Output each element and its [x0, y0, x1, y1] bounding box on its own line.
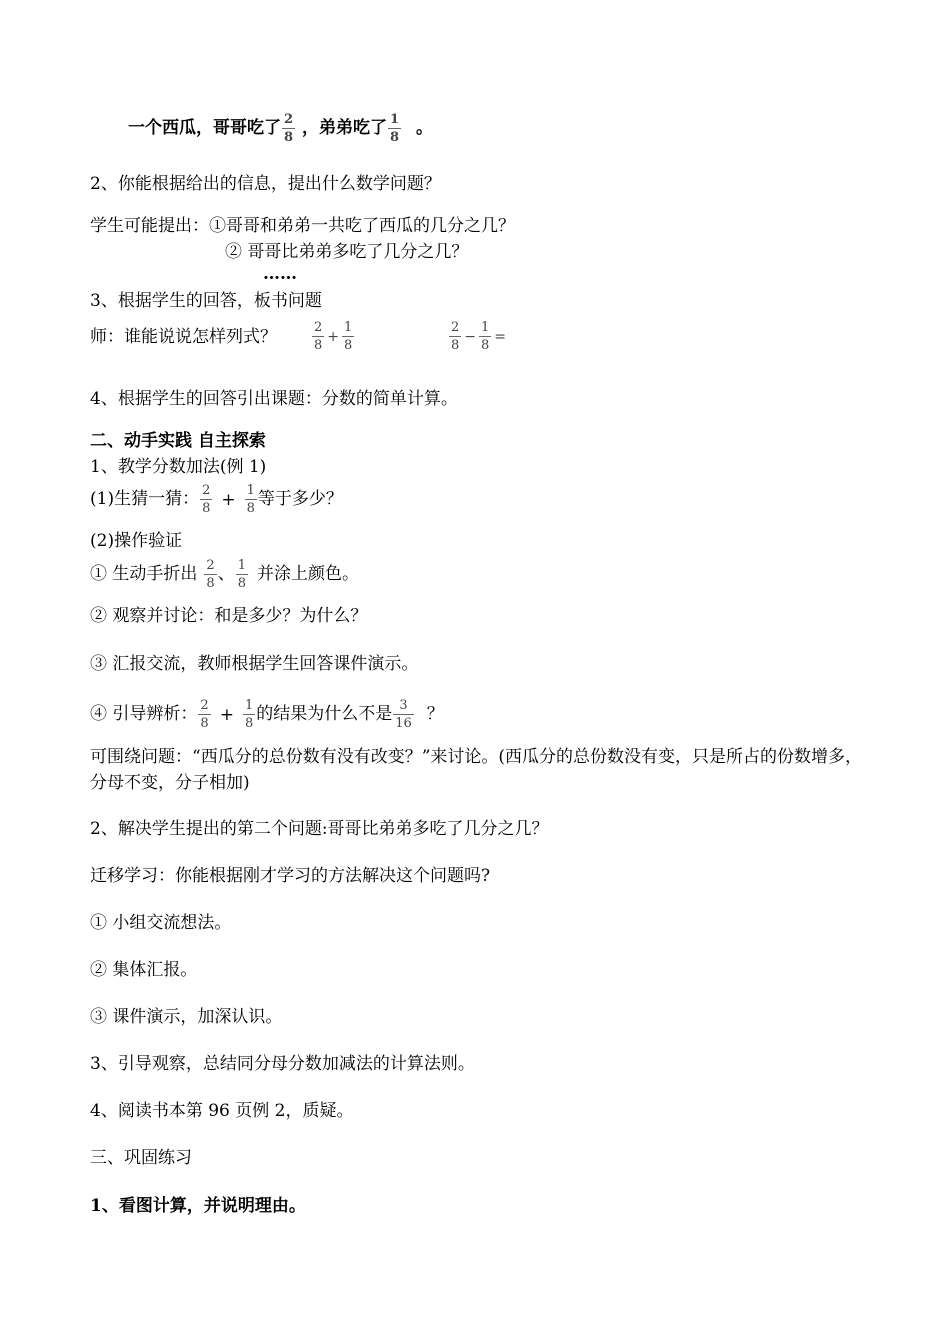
intro-text-2: ，弟弟吃了	[301, 118, 387, 138]
plus-sign: +	[221, 489, 236, 510]
s2-line-7-suffix: ？	[426, 704, 444, 724]
students-line-1	[90, 214, 515, 238]
expression-subtract	[448, 320, 508, 353]
minus-sign: −	[464, 328, 477, 345]
students-ellipsis: ……	[263, 264, 297, 284]
teacher-label: 师：谁能说说怎样列式？	[90, 327, 277, 347]
fraction: $\frac{3}{16}$	[395, 698, 412, 731]
fraction: $\frac{1}{8}$	[237, 558, 246, 591]
s2-line-4-suffix: 并涂上颜色。	[256, 564, 359, 584]
s2-line-2-text: (1)生猜一猜：	[90, 489, 200, 509]
separator: 、	[217, 564, 235, 584]
fraction: $\frac{1}{8}$	[344, 320, 353, 353]
students-item-2: ② 哥哥比弟弟多吃了几分之几？	[225, 242, 469, 262]
fraction: $\frac{2}{8}$	[451, 320, 460, 353]
fraction: $\frac{2}{8}$	[200, 698, 209, 731]
students-item-1: ①哥哥和弟弟一共吃了西瓜的几分之几？	[209, 216, 515, 236]
plus-sign: +	[219, 704, 234, 725]
paragraph-8: 4、阅读书本第 96 页例 2，质疑。	[90, 1101, 354, 1121]
s2-line-2-suffix: 等于多少？	[257, 489, 343, 509]
s2-line-5: ② 观察并讨论：和是多少？为什么？	[90, 606, 368, 626]
intro-text-3: 。	[415, 118, 433, 138]
expression-add	[311, 320, 355, 353]
s2-line-3: (2)操作验证	[90, 531, 183, 551]
fraction: $\frac{2}{8}$	[202, 483, 211, 516]
s2-line-6: ③ 汇报交流，教师根据学生回答课件演示。	[90, 654, 419, 674]
question-4: 4、根据学生的回答引出课题：分数的简单计算。	[90, 389, 458, 409]
fraction: $\frac{2}{8}$	[206, 558, 215, 591]
s2-line-4-text: ① 生动手折出	[90, 564, 198, 584]
intro-text-1: 一个西瓜，哥哥吃了	[128, 118, 281, 138]
paragraph-9: 1、看图计算，并说明理由。	[90, 1196, 306, 1216]
equals-sign: =	[494, 328, 507, 345]
s2-line-8: 可围绕问题：“西瓜分的总份数有没有改变？”来讨论。(西瓜分的总份数没有变，只是所占的份数增多，分母不变，分子相加)	[90, 747, 863, 793]
s2-line-1: 1、教学分数加法(例 1)	[90, 457, 267, 477]
s2-line-7-middle: 的结果为什么不是	[256, 704, 393, 724]
section-2-heading: 二、动手实践 自主探索	[90, 431, 266, 451]
paragraph-2: 2、解决学生提出的第二个问题:哥哥比弟弟多吃了几分之几？	[90, 819, 549, 839]
paragraph-5: ② 集体汇报。	[90, 960, 198, 980]
question-2: 2、你能根据给出的信息，提出什么数学问题？	[90, 174, 441, 194]
fraction: $\frac{2}{8}$	[284, 112, 294, 145]
teacher-line	[90, 325, 277, 349]
fraction: $\frac{2}{8}$	[314, 320, 323, 353]
fraction: $\frac{1}{8}$	[246, 483, 255, 516]
paragraph-4: ① 小组交流想法。	[90, 913, 232, 933]
fraction: $\frac{1}{8}$	[481, 320, 490, 353]
paragraph-6: ③ 课件演示，加深认识。	[90, 1007, 283, 1027]
paragraph-3: 迁移学习：你能根据刚才学习的方法解决这个问题吗?	[90, 866, 491, 886]
students-label: 学生可能提出：	[90, 216, 209, 236]
fraction: $\frac{1}{8}$	[244, 698, 254, 731]
section-3-heading: 三、巩固练习	[90, 1148, 192, 1168]
s2-line-7	[90, 698, 444, 731]
plus-sign: +	[327, 328, 340, 345]
paragraph-7: 3、引导观察，总结同分母分数加减法的计算法则。	[90, 1054, 475, 1074]
intro-line	[128, 112, 433, 145]
s2-line-7-text: ④ 引导辨析：	[90, 704, 198, 724]
s2-line-4	[90, 558, 359, 591]
question-3: 3、根据学生的回答，板书问题	[90, 291, 322, 311]
fraction: $\frac{1}{8}$	[389, 112, 400, 145]
s2-line-2	[90, 483, 343, 516]
